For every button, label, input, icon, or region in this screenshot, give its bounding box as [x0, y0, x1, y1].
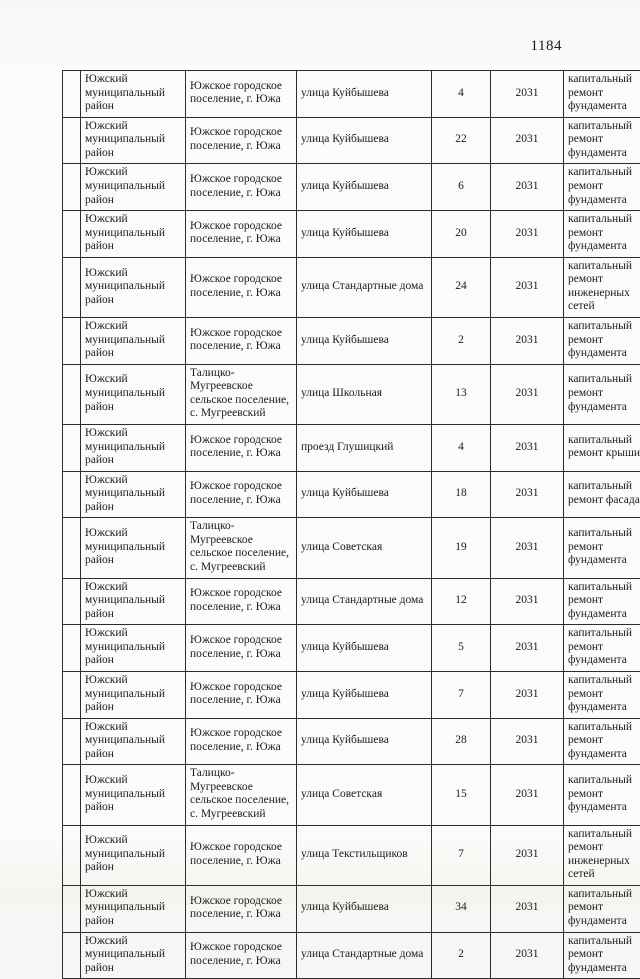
cell-year: 2031: [491, 164, 564, 211]
cell-year: 2031: [491, 364, 564, 424]
cell-house: 2: [432, 318, 491, 365]
cell-work: капитальный ремонт фундамента: [564, 625, 640, 672]
cell-house: 22: [432, 117, 491, 164]
cell-work: капитальный ремонт фундамента: [564, 71, 640, 118]
cell-street: улица Куйбышева: [297, 718, 432, 765]
cell-district: Южский муниципальный район: [81, 164, 186, 211]
cell-street: улица Стандартные дома: [297, 578, 432, 625]
cell-work: капитальный ремонт фасада: [564, 471, 640, 518]
cell-street: проезд Глушицкий: [297, 424, 432, 471]
cell-year: 2031: [491, 625, 564, 672]
cell-district: Южский муниципальный район: [81, 932, 186, 979]
table-row: [63, 671, 640, 718]
table-row: [63, 71, 640, 118]
cell-house: 13: [432, 364, 491, 424]
cell-house: 12: [432, 578, 491, 625]
cell-street: улица Школьная: [297, 364, 432, 424]
cell-district: Южский муниципальный район: [81, 518, 186, 578]
table-row: [63, 318, 640, 365]
cell-district: Южский муниципальный район: [81, 211, 186, 258]
table-row: [63, 257, 640, 317]
cell-year: 2031: [491, 257, 564, 317]
cell-num: [63, 671, 81, 718]
table-row: [63, 117, 640, 164]
page-number: 1184: [531, 38, 562, 55]
cell-year: 2031: [491, 71, 564, 118]
cell-house: 7: [432, 671, 491, 718]
cell-street: улица Куйбышева: [297, 211, 432, 258]
cell-street: улица Куйбышева: [297, 625, 432, 672]
table-row: [63, 625, 640, 672]
cell-house: 6: [432, 164, 491, 211]
cell-house: 19: [432, 518, 491, 578]
cell-work: капитальный ремонт фундамента: [564, 765, 640, 825]
table-row: [63, 825, 640, 885]
cell-num: [63, 718, 81, 765]
cell-settlement: Южское городское поселение, г. Южа: [186, 578, 297, 625]
cell-year: 2031: [491, 765, 564, 825]
cell-house: 2: [432, 932, 491, 979]
cell-work: капитальный ремонт фундамента: [564, 518, 640, 578]
cell-work: капитальный ремонт фундамента: [564, 117, 640, 164]
cell-district: Южский муниципальный район: [81, 718, 186, 765]
table-row: [63, 765, 640, 825]
cell-num: [63, 518, 81, 578]
cell-num: [63, 211, 81, 258]
cell-street: улица Советская: [297, 518, 432, 578]
cell-district: Южский муниципальный район: [81, 578, 186, 625]
cell-settlement: Южское городское поселение, г. Южа: [186, 885, 297, 932]
cell-work: капитальный ремонт фундамента: [564, 578, 640, 625]
table-row: [63, 718, 640, 765]
cell-house: 34: [432, 885, 491, 932]
cell-house: 4: [432, 71, 491, 118]
cell-street: улица Куйбышева: [297, 885, 432, 932]
cell-settlement: Южское городское поселение, г. Южа: [186, 117, 297, 164]
table-row: [63, 164, 640, 211]
cell-num: [63, 424, 81, 471]
cell-work: капитальный ремонт инженерных сетей: [564, 257, 640, 317]
cell-house: 28: [432, 718, 491, 765]
cell-house: 20: [432, 211, 491, 258]
cell-district: Южский муниципальный район: [81, 364, 186, 424]
table-row: [63, 471, 640, 518]
table-row: [63, 211, 640, 258]
cell-num: [63, 885, 81, 932]
cell-num: [63, 117, 81, 164]
cell-num: [63, 578, 81, 625]
cell-year: 2031: [491, 885, 564, 932]
cell-year: 2031: [491, 825, 564, 885]
cell-street: улица Советская: [297, 765, 432, 825]
cell-district: Южский муниципальный район: [81, 257, 186, 317]
cell-work: капитальный ремонт фундамента: [564, 211, 640, 258]
cell-district: Южский муниципальный район: [81, 765, 186, 825]
cell-work: капитальный ремонт крыши: [564, 424, 640, 471]
cell-num: [63, 364, 81, 424]
table-row: [63, 518, 640, 578]
cell-house: 7: [432, 825, 491, 885]
cell-district: Южский муниципальный район: [81, 424, 186, 471]
cell-year: 2031: [491, 932, 564, 979]
table-row: [63, 364, 640, 424]
cell-street: улица Куйбышева: [297, 117, 432, 164]
cell-work: капитальный ремонт фундамента: [564, 318, 640, 365]
cell-num: [63, 71, 81, 118]
cell-year: 2031: [491, 578, 564, 625]
cell-district: Южский муниципальный район: [81, 625, 186, 672]
cell-street: улица Текстильщиков: [297, 825, 432, 885]
cell-year: 2031: [491, 424, 564, 471]
cell-street: улица Стандартные дома: [297, 932, 432, 979]
cell-work: капитальный ремонт инженерных сетей: [564, 825, 640, 885]
cell-house: 18: [432, 471, 491, 518]
cell-num: [63, 765, 81, 825]
cell-house: 15: [432, 765, 491, 825]
cell-settlement: Южское городское поселение, г. Южа: [186, 932, 297, 979]
cell-num: [63, 164, 81, 211]
cell-year: 2031: [491, 318, 564, 365]
cell-year: 2031: [491, 117, 564, 164]
cell-settlement: Южское городское поселение, г. Южа: [186, 471, 297, 518]
cell-year: 2031: [491, 718, 564, 765]
cell-district: Южский муниципальный район: [81, 471, 186, 518]
cell-district: Южский муниципальный район: [81, 71, 186, 118]
table-row: [63, 885, 640, 932]
cell-work: капитальный ремонт фундамента: [564, 932, 640, 979]
cell-settlement: Южское городское поселение, г. Южа: [186, 318, 297, 365]
cell-settlement: Южское городское поселение, г. Южа: [186, 71, 297, 118]
cell-settlement: Южское городское поселение, г. Южа: [186, 625, 297, 672]
cell-settlement: Южское городское поселение, г. Южа: [186, 718, 297, 765]
table-row: [63, 932, 640, 979]
table-row: [63, 578, 640, 625]
cell-settlement: Талицко-Мугреевское сельское поселение, с. Мугреевский: [186, 765, 297, 825]
cell-year: 2031: [491, 671, 564, 718]
cell-num: [63, 471, 81, 518]
table-body: [63, 71, 640, 979]
cell-work: капитальный ремонт фундамента: [564, 364, 640, 424]
cell-settlement: Талицко-Мугреевское сельское поселение, с. Мугреевский: [186, 364, 297, 424]
cell-district: Южский муниципальный район: [81, 671, 186, 718]
cell-num: [63, 625, 81, 672]
cell-district: Южский муниципальный район: [81, 885, 186, 932]
cell-num: [63, 932, 81, 979]
cell-street: улица Куйбышева: [297, 318, 432, 365]
cell-street: улица Куйбышева: [297, 471, 432, 518]
cell-street: улица Куйбышева: [297, 164, 432, 211]
cell-work: капитальный ремонт фундамента: [564, 164, 640, 211]
cell-num: [63, 318, 81, 365]
cell-settlement: Южское городское поселение, г. Южа: [186, 257, 297, 317]
cell-settlement: Южское городское поселение, г. Южа: [186, 671, 297, 718]
cell-work: капитальный ремонт фундамента: [564, 885, 640, 932]
cell-year: 2031: [491, 211, 564, 258]
cell-num: [63, 825, 81, 885]
cell-street: улица Куйбышева: [297, 671, 432, 718]
repair-plan-table: [62, 70, 640, 979]
cell-house: 5: [432, 625, 491, 672]
cell-settlement: Южское городское поселение, г. Южа: [186, 211, 297, 258]
cell-district: Южский муниципальный район: [81, 117, 186, 164]
cell-district: Южский муниципальный район: [81, 318, 186, 365]
cell-work: капитальный ремонт фундамента: [564, 718, 640, 765]
cell-work: капитальный ремонт фундамента: [564, 671, 640, 718]
cell-year: 2031: [491, 518, 564, 578]
table-row: [63, 424, 640, 471]
cell-year: 2031: [491, 471, 564, 518]
cell-num: [63, 257, 81, 317]
cell-settlement: Южское городское поселение, г. Южа: [186, 424, 297, 471]
cell-house: 24: [432, 257, 491, 317]
cell-house: 4: [432, 424, 491, 471]
cell-street: улица Стандартные дома: [297, 257, 432, 317]
cell-settlement: Талицко-Мугреевское сельское поселение, с. Мугреевский: [186, 518, 297, 578]
cell-settlement: Южское городское поселение, г. Южа: [186, 825, 297, 885]
cell-district: Южский муниципальный район: [81, 825, 186, 885]
cell-settlement: Южское городское поселение, г. Южа: [186, 164, 297, 211]
cell-street: улица Куйбышева: [297, 71, 432, 118]
